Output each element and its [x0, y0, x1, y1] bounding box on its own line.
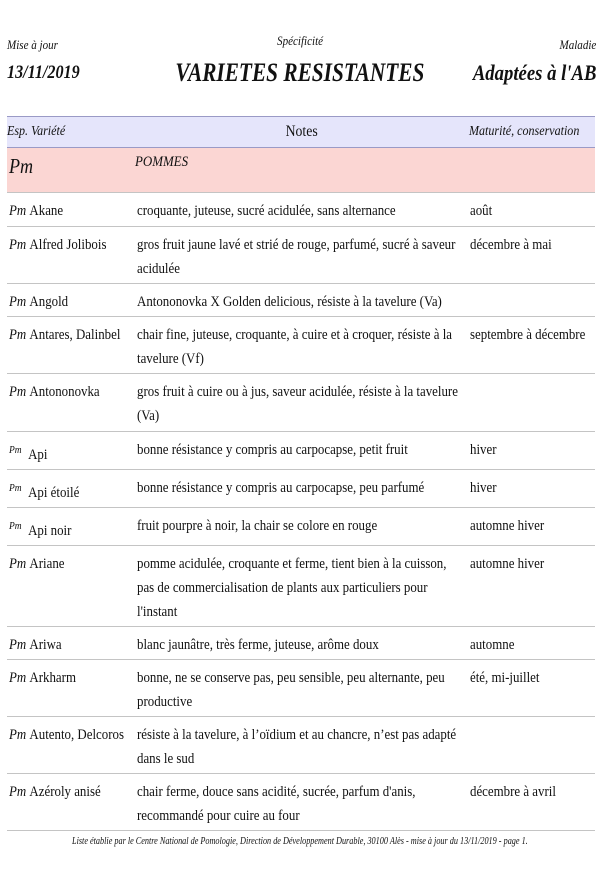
variety-name: Api noir — [28, 523, 72, 539]
variety-name: Api étoilé — [28, 485, 80, 501]
update-date: 13/11/2019 — [7, 62, 80, 83]
variety-cell — [7, 470, 135, 508]
section-name: POMMES — [135, 148, 469, 193]
notes-cell — [135, 227, 469, 284]
maturity-cell — [469, 660, 595, 717]
notes-cell — [135, 470, 469, 508]
table-row — [7, 717, 595, 774]
maturity-cell — [469, 374, 595, 432]
table-row — [7, 470, 595, 508]
variety-notes: résiste à la tavelure, à l’oïdium et au chancre, n’est pas adapté dans le sud — [137, 727, 457, 767]
page-footer: Liste établie par le Centre National de Pomologie, Direction de Développement Durable, 30100 Alès - mise à jour du 13/11/2019 - page 1. — [72, 836, 528, 847]
notes-cell — [135, 508, 469, 546]
variety-notes: croquante, juteuse, sucré acidulée, sans alternance — [137, 203, 396, 219]
table-row — [7, 432, 595, 470]
variety-maturity: septembre à décembre — [470, 327, 586, 343]
variety-notes: gros fruit à cuire ou à jus, saveur acidulée, résiste à la tavelure (Va) — [137, 384, 458, 424]
variety-name: Antares, Dalinbel — [29, 327, 121, 343]
variety-cell — [7, 508, 135, 546]
notes-cell — [135, 317, 469, 374]
species-code: Pm — [9, 482, 22, 494]
notes-cell — [135, 284, 469, 317]
maturity-cell — [469, 432, 595, 470]
section-row-pommes — [7, 148, 595, 193]
section-empty-cell — [469, 148, 595, 193]
variety-name: Angold — [29, 294, 69, 310]
notes-cell — [135, 432, 469, 470]
species-code: Pm — [9, 637, 27, 653]
variety-cell — [7, 227, 135, 284]
variety-maturity: automne hiver — [470, 518, 545, 534]
variety-notes: bonne résistance y compris au carpocapse, petit fruit — [137, 442, 408, 458]
variety-maturity: automne — [470, 637, 515, 653]
maturity-cell — [469, 227, 595, 284]
maturity-cell — [469, 774, 595, 831]
species-code: Pm — [9, 237, 27, 253]
species-code: Pm — [9, 384, 27, 400]
variety-name: Antononovka — [29, 384, 100, 400]
species-code: Pm — [9, 294, 27, 310]
maturity-cell — [469, 470, 595, 508]
variety-notes: Antononovka X Golden delicious, résiste à la tavelure (Va) — [137, 294, 442, 310]
notes-cell — [135, 774, 469, 831]
species-code: Pm — [9, 327, 27, 343]
variety-maturity: décembre à mai — [470, 237, 552, 253]
variety-name: Ariwa — [29, 637, 62, 653]
notes-cell — [135, 374, 469, 432]
notes-cell — [135, 627, 469, 660]
maturity-cell — [469, 284, 595, 317]
species-code: Pm — [9, 784, 27, 800]
variety-cell — [7, 374, 135, 432]
variety-maturity: été, mi-juillet — [470, 670, 540, 686]
table-row — [7, 627, 595, 660]
table-row — [7, 317, 595, 374]
table-row — [7, 774, 595, 831]
variety-name: Api — [28, 447, 48, 463]
variety-maturity: hiver — [470, 480, 497, 496]
notes-cell — [135, 717, 469, 774]
variety-maturity: automne hiver — [470, 556, 545, 572]
variety-notes: bonne résistance y compris au carpocapse, peu parfumé — [137, 480, 425, 496]
species-code: Pm — [9, 727, 27, 743]
maturity-cell — [469, 546, 595, 627]
species-code: Pm — [9, 520, 22, 532]
variety-maturity: août — [470, 203, 493, 219]
species-code: Pm — [9, 203, 27, 219]
notes-cell — [135, 660, 469, 717]
variety-name: Autento, Delcoros — [29, 727, 125, 743]
page-header — [0, 0, 600, 112]
variety-name: Akane — [29, 203, 64, 219]
disease-value: Adaptées à l'AB — [472, 60, 596, 85]
variety-name: Azéroly anisé — [29, 784, 101, 800]
variety-name: Alfred Jolibois — [29, 237, 107, 253]
maturity-cell — [469, 508, 595, 546]
table-row — [7, 508, 595, 546]
variety-cell — [7, 774, 135, 831]
specificity-label: Spécificité — [276, 33, 324, 48]
column-header-variety: Esp. Variété — [7, 117, 135, 148]
table-body — [7, 193, 595, 831]
column-header-notes: Notes — [135, 117, 469, 148]
variety-cell — [7, 546, 135, 627]
variety-cell — [7, 193, 135, 227]
notes-cell — [135, 193, 469, 227]
variety-maturity: hiver — [470, 442, 497, 458]
page-title: VARIETES RESISTANTES — [175, 58, 425, 87]
species-code: Pm — [9, 444, 22, 456]
variety-cell — [7, 627, 135, 660]
update-label: Mise à jour — [7, 37, 58, 52]
variety-cell — [7, 717, 135, 774]
maturity-cell — [469, 717, 595, 774]
column-header-maturity: Maturité, conservation — [469, 117, 595, 148]
table-header-row — [7, 117, 595, 148]
table-row — [7, 374, 595, 432]
notes-cell — [135, 546, 469, 627]
variety-notes: gros fruit jaune lavé et strié de rouge, parfumé, sucré à saveur acidulée — [137, 237, 456, 277]
variety-notes: bonne, ne se conserve pas, peu sensible, peu alternante, peu productive — [137, 670, 445, 710]
variety-notes: fruit pourpre à noir, la chair se colore en rouge — [137, 518, 378, 534]
variety-cell — [7, 432, 135, 470]
variety-notes: chair ferme, douce sans acidité, sucrée, parfum d'anis, recommandé pour cuire au four — [137, 784, 416, 824]
variety-notes: blanc jaunâtre, très ferme, juteuse, arôme doux — [137, 637, 379, 653]
table-row — [7, 193, 595, 227]
variety-maturity: décembre à avril — [470, 784, 556, 800]
maturity-cell — [469, 317, 595, 374]
table-row — [7, 660, 595, 717]
variety-cell — [7, 317, 135, 374]
maturity-cell — [469, 193, 595, 227]
section-code: Pm — [7, 148, 135, 193]
table-row — [7, 546, 595, 627]
species-code: Pm — [9, 556, 27, 572]
variety-notes: pomme acidulée, croquante et ferme, tient bien à la cuisson, pas de commercialisation de plants aux particuliers pour l'instant — [137, 556, 447, 620]
variety-name: Ariane — [29, 556, 65, 572]
table-row — [7, 284, 595, 317]
disease-label: Maladie — [559, 37, 596, 52]
maturity-cell — [469, 627, 595, 660]
varieties-table — [7, 116, 595, 831]
species-code: Pm — [9, 670, 27, 686]
variety-cell — [7, 660, 135, 717]
variety-notes: chair fine, juteuse, croquante, à cuire et à croquer, résiste à la tavelure (Vf) — [137, 327, 453, 367]
table-row — [7, 227, 595, 284]
variety-cell — [7, 284, 135, 317]
variety-name: Arkharm — [29, 670, 76, 686]
